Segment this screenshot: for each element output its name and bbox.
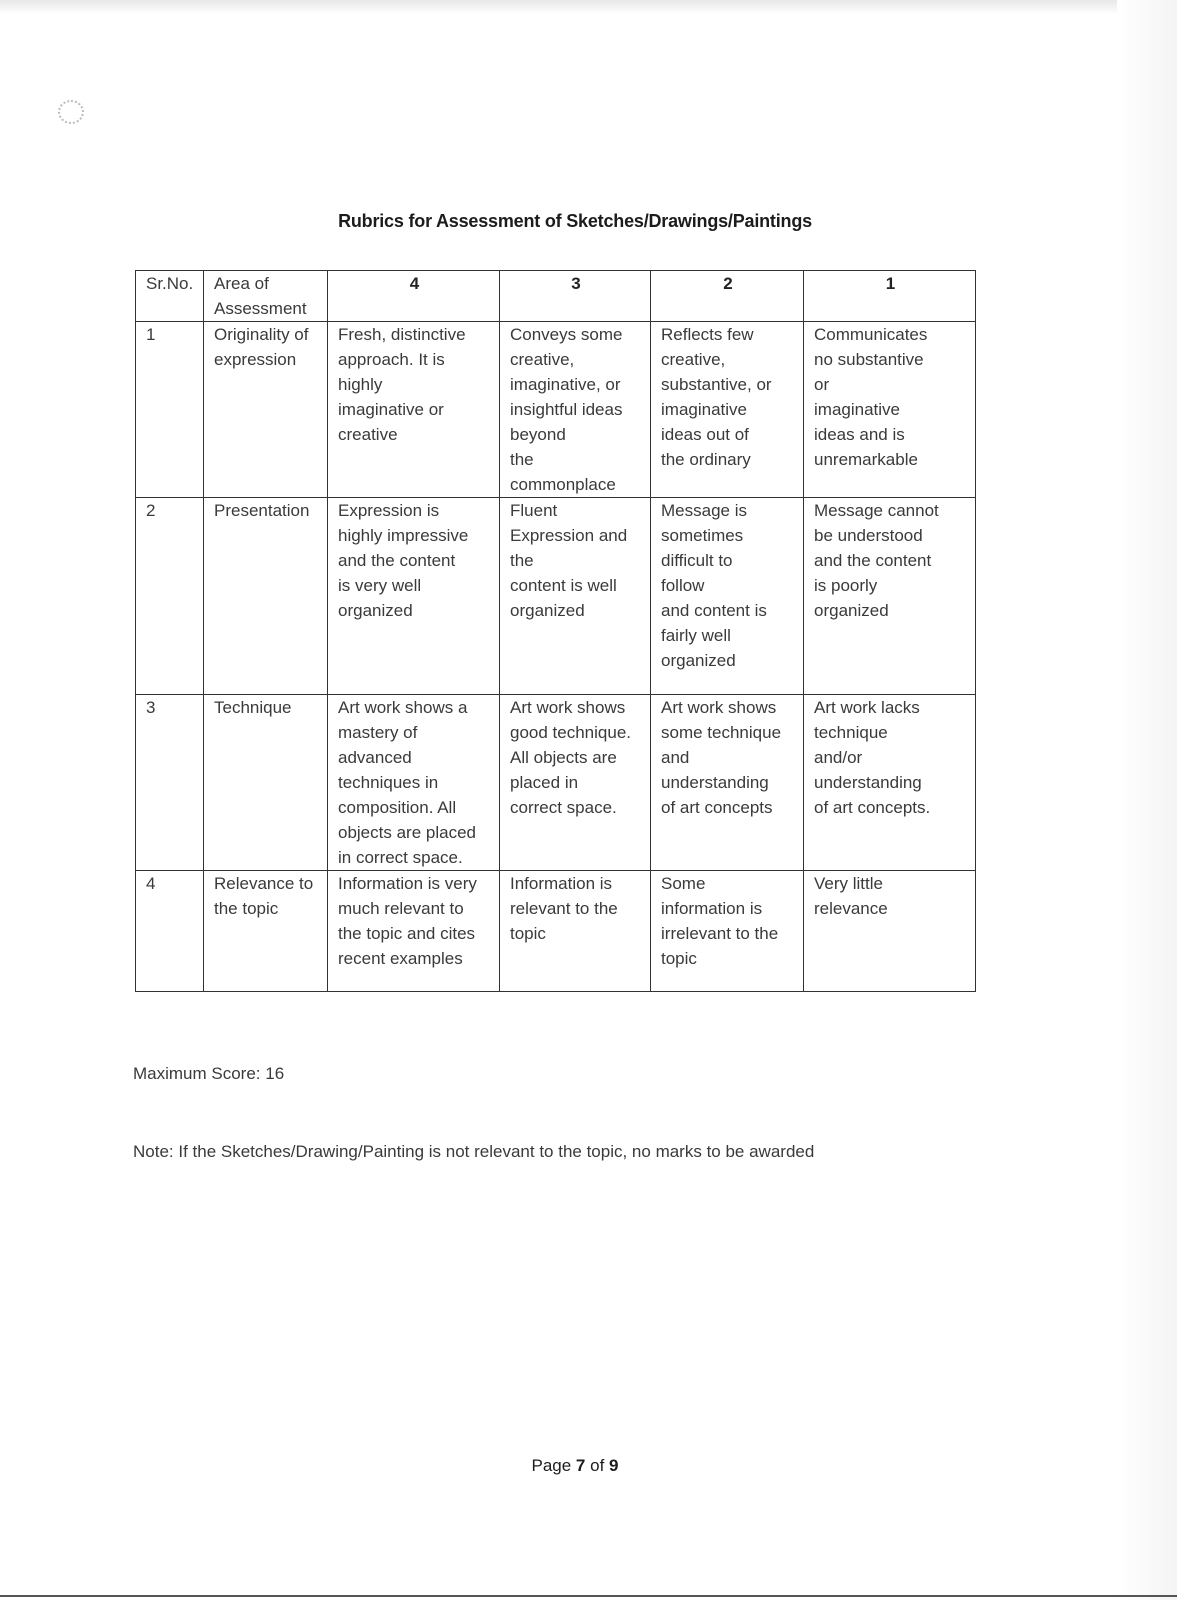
page-number xyxy=(0,1456,1150,1476)
table-header-row xyxy=(136,271,976,322)
maximum-score: Maximum Score: 16 xyxy=(133,1064,285,1083)
cell-score-3: Conveys some creative, imaginative, or insightful ideas beyond the commonplace xyxy=(500,322,651,498)
page-separator: of xyxy=(590,1456,605,1475)
header-sr-no: Sr.No. xyxy=(136,271,204,322)
cell-score-4: Art work shows a mastery of advanced techniques in composition. All objects are placed in correct space. xyxy=(328,695,500,871)
cell-sr-no: 2 xyxy=(136,498,204,695)
cell-score-3: Information is relevant to the topic xyxy=(500,871,651,992)
cell-score-1: Communicates no substantive or imaginative ideas and is unremarkable xyxy=(804,322,976,498)
cell-sr-no: 1 xyxy=(136,322,204,498)
page-top-edge xyxy=(0,0,1177,14)
cell-score-2: Some information is irrelevant to the topic xyxy=(651,871,804,992)
cell-sr-no: 3 xyxy=(136,695,204,871)
header-score-3: 3 xyxy=(500,271,651,322)
cell-score-2: Art work shows some technique and understanding of art concepts xyxy=(651,695,804,871)
cell-score-1: Art work lacks technique and/or understanding of art concepts. xyxy=(804,695,976,871)
note-text: Note: If the Sketches/Drawing/Painting is not relevant to the topic, no marks to be awarded xyxy=(133,1142,815,1161)
page-right-edge xyxy=(1117,0,1177,1600)
page-prefix: Page xyxy=(531,1456,572,1475)
cell-score-3: Art work shows good technique. All objects are placed in correct space. xyxy=(500,695,651,871)
page-bottom-edge xyxy=(0,1595,1177,1597)
cell-score-2: Message is sometimes difficult to follow and content is fairly well organized xyxy=(651,498,804,695)
header-score-1: 1 xyxy=(804,271,976,322)
header-score-4: 4 xyxy=(328,271,500,322)
rubric-table xyxy=(135,270,976,992)
header-score-2: 2 xyxy=(651,271,804,322)
page-current: 7 xyxy=(575,1456,586,1475)
document-title: Rubrics for Assessment of Sketches/Drawings/Paintings xyxy=(338,211,812,231)
cell-area: Relevance to the topic xyxy=(204,871,328,992)
scan-speck-mark xyxy=(58,100,84,124)
table-row xyxy=(136,871,976,992)
cell-area: Originality of expression xyxy=(204,322,328,498)
header-area-of-assessment: Area of Assessment xyxy=(204,271,328,322)
cell-sr-no: 4 xyxy=(136,871,204,992)
table-row xyxy=(136,695,976,871)
cell-score-3: Fluent Expression and the content is well organized xyxy=(500,498,651,695)
cell-score-4: Expression is highly impressive and the content is very well organized xyxy=(328,498,500,695)
table-row xyxy=(136,322,976,498)
cell-score-1: Message cannot be understood and the content is poorly organized xyxy=(804,498,976,695)
page-total: 9 xyxy=(609,1456,619,1475)
cell-area: Technique xyxy=(204,695,328,871)
cell-area: Presentation xyxy=(204,498,328,695)
cell-score-2: Reflects few creative, substantive, or imaginative ideas out of the ordinary xyxy=(651,322,804,498)
cell-score-4: Fresh, distinctive approach. It is highly imaginative or creative xyxy=(328,322,500,498)
cell-score-4: Information is very much relevant to the topic and cites recent examples xyxy=(328,871,500,992)
cell-score-1: Very little relevance xyxy=(804,871,976,992)
table-row xyxy=(136,498,976,695)
